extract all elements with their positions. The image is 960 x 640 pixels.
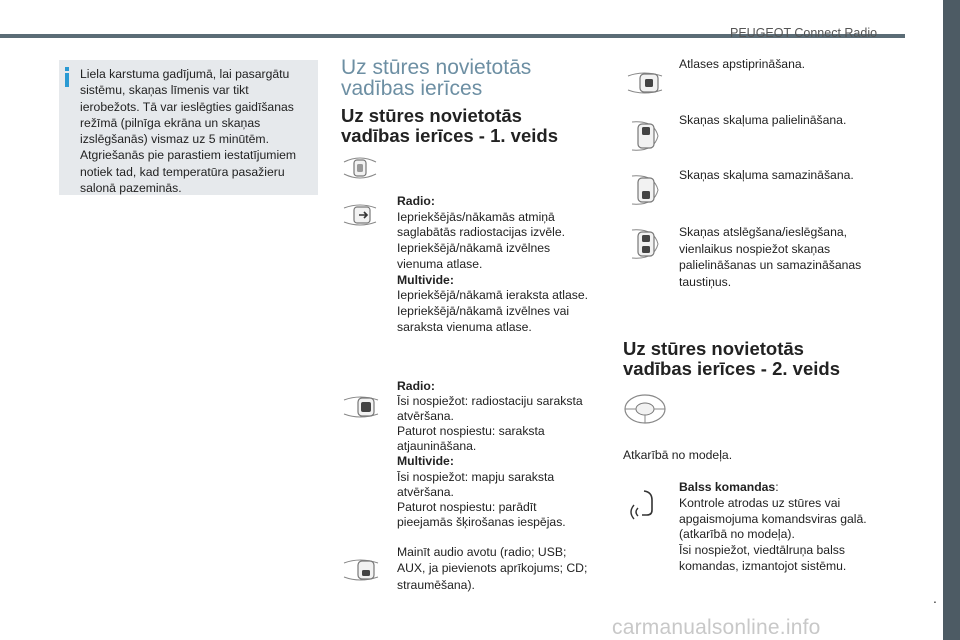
depends-text: Atkarībā no modeļa. <box>623 448 733 462</box>
page-number: 1 <box>933 604 940 618</box>
source-button-icon <box>340 555 384 585</box>
section-title-line: Uz stūres novietotās <box>341 56 532 79</box>
item-line: Paturot nospiestu: saraksta <box>397 424 545 439</box>
item-line: Īsi nospiežot: mapju saraksta <box>397 469 555 484</box>
voice-command-icon <box>628 488 662 522</box>
note-line: Atgriešanās pie parastiem iestatījumiem <box>80 148 297 163</box>
item-line: Īsi nospiežot: radiostaciju saraksta <box>397 394 583 409</box>
item-line: Radio: <box>397 379 435 393</box>
item-line: Skaņas skaļuma palielināšana. <box>679 113 847 127</box>
info-icon <box>65 67 69 87</box>
type1-heading <box>341 106 558 146</box>
item-line: taustiņus. <box>679 274 732 289</box>
item-line: straumēšana). <box>397 577 475 592</box>
item-source-text <box>397 544 607 593</box>
item-line: Multivide: <box>397 454 454 469</box>
heading-line: Uz stūres novietotās <box>341 105 522 126</box>
note-line: Liela karstuma gadījumā, lai pasargātu <box>80 67 290 81</box>
seek-arrows-icon <box>340 200 380 230</box>
item-line: AUX, ja pievienots aprīkojums; CD; <box>397 561 588 576</box>
page-marker: . <box>933 590 937 606</box>
item-line: Kontrole atrodas uz stūres vai <box>679 495 841 510</box>
list-button-icon <box>340 392 384 422</box>
type2-heading <box>623 339 840 379</box>
note-line: notiek tad, kad temperatūra pasažieru <box>80 164 285 179</box>
section-title-line: vadības ierīces <box>341 77 483 100</box>
item-line: Paturot nospiestu: parādīt <box>397 499 537 514</box>
item-line: Atlases apstiprināšana. <box>679 57 806 71</box>
item-line: Balss komandas: <box>679 480 779 494</box>
item-line: saglabātās radiostacijas izvēle. <box>397 225 566 240</box>
info-note-text <box>80 66 312 196</box>
item-line: Īsi nospiežot, viedtālruņa balss <box>679 543 845 558</box>
note-line: sistēmu, skaņas līmenis var tikt <box>80 83 249 98</box>
item-line: palielināšanas un samazināšanas <box>679 258 862 273</box>
steering-control-icon <box>340 152 380 184</box>
confirm-text <box>679 57 879 73</box>
mute-icon <box>624 224 664 264</box>
mute-text <box>679 224 899 290</box>
volume-up-icon <box>624 116 664 156</box>
item-line: (atkarībā no modeļa). <box>679 527 795 542</box>
note-line: salonā pazeminās. <box>80 181 182 196</box>
item-line: atvēršana. <box>397 484 454 499</box>
note-line: ierobežots. Tā var ieslēgties gaidīšanas <box>80 99 294 114</box>
item-line: Iepriekšējās/nākamās atmiņā <box>397 209 555 224</box>
heading-line: Uz stūres novietotās <box>623 338 804 359</box>
item-line: Multivide: <box>397 272 454 287</box>
item-line: atvēršana. <box>397 409 454 424</box>
item-seek-text <box>397 194 607 335</box>
item-line: komandas, izmantojot sistēmu. <box>679 558 847 573</box>
steering-wheel-icon <box>622 392 668 426</box>
item-line: saraksta vienuma atlase. <box>397 319 532 334</box>
volume-down-text <box>679 168 879 184</box>
item-line: Iepriekšējā/nākamā ieraksta atlase. <box>397 288 589 303</box>
volume-up-text <box>679 113 879 129</box>
item-line: Mainīt audio avotu (radio; USB; <box>397 545 567 559</box>
voice-command-text <box>679 480 889 575</box>
side-bar <box>943 0 960 640</box>
watermark: carmanualsonline.info <box>612 616 821 639</box>
item-line: apgaismojuma komandsviras galā. <box>679 511 867 526</box>
item-line: atjaunināšana. <box>397 439 477 454</box>
heading-line: vadības ierīces - 1. veids <box>341 125 558 146</box>
item-line: vienlaikus nospiežot skaņas <box>679 241 831 256</box>
item-list-text <box>397 379 607 530</box>
item-line: pieejamās šķirošanas iespējas. <box>397 514 566 529</box>
item-line: vienuma atlase. <box>397 256 483 271</box>
item-line: Skaņas atslēgšana/ieslēgšana, <box>679 225 848 239</box>
header-title: PEUGEOT Connect Radio <box>730 26 878 40</box>
item-line: Radio: <box>397 194 435 208</box>
note-line: režīmā (pilnīga ekrāna un skaņas <box>80 115 261 130</box>
note-line: izslēgšanās) vismaz uz 5 minūtēm. <box>80 132 269 147</box>
volume-down-icon <box>624 170 664 210</box>
item-line: Iepriekšējā/nākamā izvēlnes vai <box>397 303 570 318</box>
item-line: Iepriekšējā/nākamā izvēlnes <box>397 241 551 256</box>
section-title <box>341 57 531 99</box>
item-line: Skaņas skaļuma samazināšana. <box>679 168 854 182</box>
heading-line: vadības ierīces - 2. veids <box>623 358 840 379</box>
confirm-button-icon <box>624 68 668 98</box>
